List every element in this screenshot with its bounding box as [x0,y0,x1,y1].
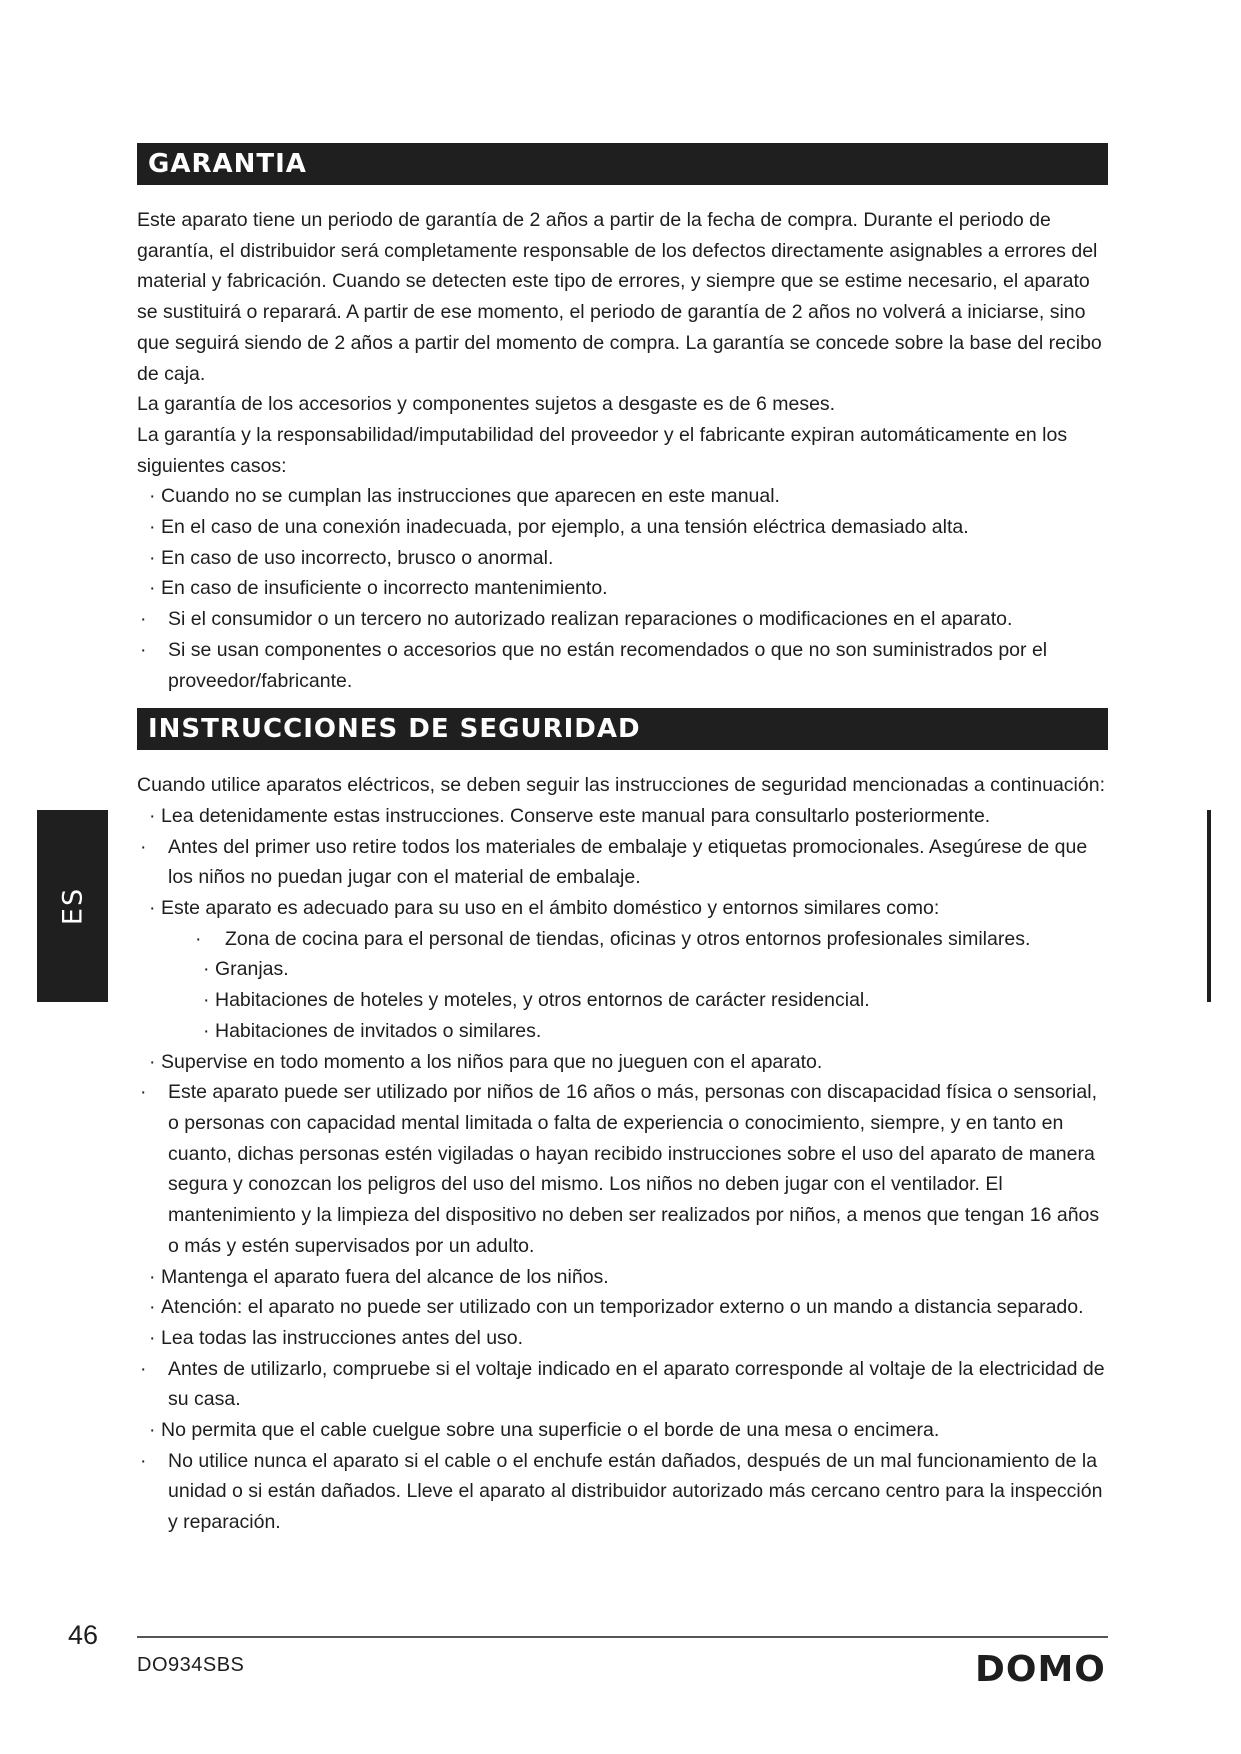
bullet-dot-icon: · [149,897,156,920]
page-content [137,143,1108,1538]
list-item: · Atención: el aparato no puede ser utilizado con un temporizador externo o un mando a distancia separado. [137,1292,1108,1323]
bullet-dot-icon: · [140,835,147,858]
bullet-dot-icon: · [203,989,210,1012]
sub-list-item: · Granjas. [137,954,1108,985]
footer-divider [137,1636,1108,1638]
bullet-dot-icon: · [149,1265,156,1288]
list-item: · Si se usan componentes o accesorios que no están recomendados o que no son suministrados por el proveedor/fabricante. [137,635,1108,696]
bullet-dot-icon: · [203,958,210,981]
garantia-heading: GARANTIA [137,143,1108,185]
list-item: · No utilice nunca el aparato si el cable o el enchufe están dañados, después de un mal funcionamiento de la unidad o si están dañados. Lleve el aparato al distribuidor autorizado más cercano centro para la inspección y reparación. [137,1446,1108,1538]
list-item: · Mantenga el aparato fuera del alcance de los niños. [137,1262,1108,1293]
bullet-dot-icon: · [140,1357,147,1380]
bullet-dot-icon: · [149,1296,156,1319]
bullet-dot-icon: · [149,1326,156,1349]
sub-list-item: · Habitaciones de hoteles y moteles, y otros entornos de carácter residencial. [137,985,1108,1016]
language-tab [37,810,108,1002]
bullet-dot-icon: · [140,1081,147,1104]
list-item: · Lea todas las instrucciones antes del uso. [137,1323,1108,1354]
list-item: · En el caso de una conexión inadecuada, por ejemplo, a una tensión eléctrica demasiado alta. [137,512,1108,543]
list-item: · Este aparato es adecuado para su uso en el ámbito doméstico y entornos similares como: [137,893,1108,924]
bullet-dot-icon: · [140,1449,147,1472]
list-item: · Supervise en todo momento a los niños para que no jueguen con el aparato. [137,1047,1108,1078]
bullet-dot-icon: · [149,577,156,600]
bullet-dot-icon: · [149,1050,156,1073]
side-marker-bar [1207,810,1211,1002]
list-item: · En caso de uso incorrecto, brusco o anormal. [137,543,1108,574]
list-item: · Antes de utilizarlo, compruebe si el voltaje indicado en el aparato corresponde al voltaje de la electricidad de su casa. [137,1354,1108,1415]
list-item: · Lea detenidamente estas instrucciones. Conserve este manual para consultarlo posteriormente. [137,801,1108,832]
sub-list-item: · Zona de cocina para el personal de tiendas, oficinas y otros entornos profesionales similares. [137,924,1108,955]
bullet-dot-icon: · [203,1019,210,1042]
bullet-dot-icon: · [140,608,147,631]
bullet-dot-icon: · [149,485,156,508]
list-item: · Este aparato puede ser utilizado por niños de 16 años o más, personas con discapacidad física o sensorial, o personas con capacidad mental limitada o falta de experiencia o conocimiento, siempre, y en tanto en cuanto, dichas personas estén vigiladas o hayan recibido instrucciones sobre el uso del aparato de manera segura y conozcan los peligros del uso del mismo. Los niños no deben jugar con el ventilador. El mantenimiento y la limpieza del dispositivo no deben ser realizados por niños, a menos que tengan 16 años o más y estén supervisados por un adulto. [137,1077,1108,1261]
bullet-dot-icon: · [149,804,156,827]
bullet-dot-icon: · [149,516,156,539]
garantia-paragraph: La garantía y la responsabilidad/imputabilidad del proveedor y el fabricante expiran automáticamente en los siguientes casos: [137,423,1068,477]
page-number: 46 [68,1620,99,1650]
seguridad-heading: INSTRUCCIONES DE SEGURIDAD [137,708,1108,750]
brand-logo: DOMO [975,1649,1106,1690]
sub-list-item: · Habitaciones de invitados o similares. [137,1016,1108,1047]
list-item: · En caso de insuficiente o incorrecto mantenimiento. [137,573,1108,604]
list-item: · Antes del primer uso retire todos los materiales de embalaje y etiquetas promocionales. Asegúrese de que los niños no puedan jugar con el material de embalaje. [137,832,1108,893]
garantia-paragraph: Este aparato tiene un periodo de garantía de 2 años a partir de la fecha de compra. Durante el periodo de garantía, el distribuidor será completamente responsable de los defectos directamente asignables a errores del material y fabricación. Cuando se detecten este tipo de errores, y siempre que se estime necesario, el aparato se sustituirá o reparará. A partir de ese momento, el periodo de garantía de 2 años no volverá a iniciarse, sino que seguirá siendo de 2 años a partir del momento de compra. La garantía se concede sobre la base del recibo de caja. [137,209,1102,385]
list-item: · Si el consumidor o un tercero no autorizado realizan reparaciones o modificaciones en el aparato. [137,604,1108,635]
garantia-paragraph: La garantía de los accesorios y componentes sujetos a desgaste es de 6 meses. [137,393,836,416]
bullet-dot-icon: · [140,638,147,661]
language-label: ES [57,886,88,926]
bullet-dot-icon: · [149,1419,156,1442]
model-number: DO934SBS [137,1654,245,1676]
bullet-dot-icon: · [195,927,202,950]
seguridad-intro: Cuando utilice aparatos eléctricos, se deben seguir las instrucciones de seguridad mencionadas a continuación: [137,774,1106,797]
bullet-dot-icon: · [149,546,156,569]
list-item: · Cuando no se cumplan las instrucciones que aparecen en este manual. [137,481,1108,512]
list-item: · No permita que el cable cuelgue sobre una superficie o el borde de una mesa o encimera. [137,1415,1108,1446]
